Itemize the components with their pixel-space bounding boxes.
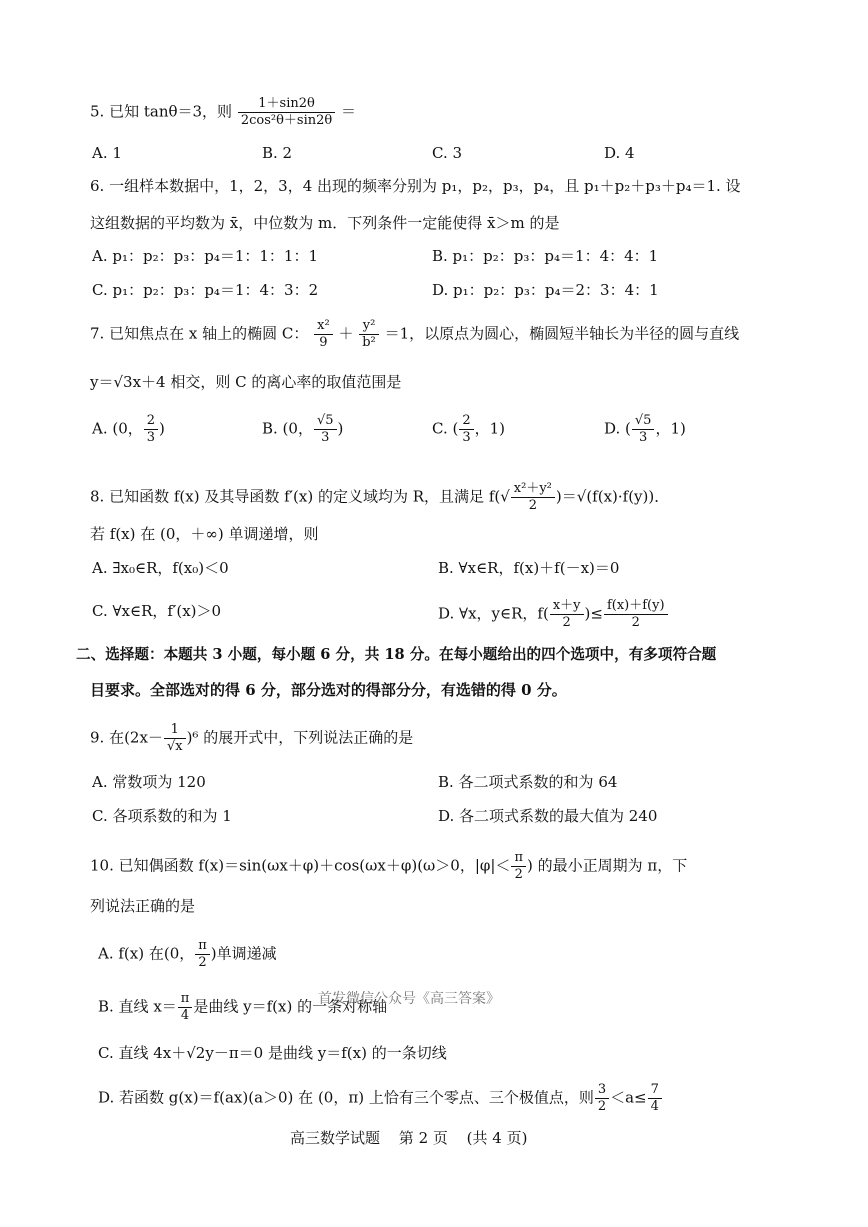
q7-option-b-num: √5	[314, 413, 337, 430]
q10-option-d-den2: 4	[650, 1099, 659, 1114]
section2-line2: 目要求。全部选对的得 6 分，部分选对的得部分分，有选错的得 0 分。	[90, 681, 567, 699]
q7-frac-x-num: x²	[314, 318, 333, 335]
q7-option-d-post: ，1)	[655, 419, 686, 438]
q8-option-c: C. ∀x∈R，f′(x)＞0	[92, 602, 222, 620]
q7-frac-x	[314, 318, 333, 351]
q7-option-d-den: 3	[639, 430, 648, 445]
footer-total: (共 4 页)	[466, 1129, 528, 1147]
q7-option-c-num: 2	[459, 413, 473, 430]
q5-stem-pre: 5. 已知 tanθ＝3，则	[90, 102, 233, 121]
q7-option-d-num: √5	[632, 413, 655, 430]
q7-frac-y	[359, 318, 379, 351]
q9-stem-post: )⁶ 的展开式中，下列说法正确的是	[186, 728, 414, 747]
q10-option-b-num: π	[178, 991, 193, 1008]
q5-frac-den: 2cos²θ＋sin2θ	[240, 113, 333, 128]
q7-option-b	[262, 413, 343, 446]
q7-option-d	[604, 413, 686, 446]
q6-line1: 6. 一组样本数据中，1，2，3，4 出现的频率分别为 p₁，p₂，p₃，p₄，且 p₁＋p₂＋p₃＋p₄＝1. 设	[90, 177, 741, 195]
q10-option-d	[98, 1082, 663, 1115]
watermark: 首发微信公众号《高三答案》	[318, 991, 500, 1007]
q8-line1-den: 2	[528, 498, 537, 513]
q7-option-a	[92, 413, 165, 446]
q7-line1-post: ＝1，以原点为圆心，椭圆短半轴长为半径的圆与直线	[384, 324, 740, 343]
q10-option-d-num2: 7	[648, 1082, 662, 1099]
q6-option-a: A. p₁：p₂：p₃：p₄＝1：1：1：1	[92, 247, 319, 265]
q10-option-a-num: π	[195, 938, 210, 955]
q10-option-b-pre: B. 直线 x＝	[98, 997, 177, 1016]
q8-option-a: A. ∃x₀∈R，f(x₀)＜0	[92, 559, 229, 577]
q7-option-b-pre: B. (0，	[262, 419, 313, 438]
q10-option-d-frac1	[595, 1082, 609, 1115]
q8-option-d-frac2	[604, 598, 668, 631]
q10-line1-den: 2	[514, 867, 523, 882]
q10-option-d-den1: 2	[597, 1099, 607, 1114]
q9-stem-pre: 9. 在(2x－	[90, 728, 163, 747]
q5-fraction	[238, 96, 335, 129]
q10-line2: 列说法正确的是	[90, 897, 196, 915]
q9-frac-den: √x	[166, 739, 183, 754]
q7-option-b-post: )	[337, 419, 344, 438]
q8-option-d-den2: 2	[631, 615, 640, 630]
footer-page: 第 2 页	[398, 1129, 448, 1147]
q7-frac-y-den: b²	[362, 335, 376, 350]
q10-option-a-frac	[195, 938, 210, 971]
q10-option-d-num1: 3	[595, 1082, 609, 1099]
q7-frac-y-num: y²	[359, 318, 379, 335]
q10-line1-post: ) 的最小正周期为 π，下	[526, 856, 688, 875]
q6-line2: 这组数据的平均数为 x̄，中位数为 m．下列条件一定能使得 x̄＞m 的是	[90, 214, 560, 232]
q8-line2: 若 f(x) 在 (0，＋∞) 单调递增，则	[90, 525, 319, 543]
q10-line1-frac	[511, 850, 526, 883]
q10-option-a-post: )单调递减	[210, 944, 277, 963]
q8-option-d-frac1	[550, 598, 584, 631]
q5-option-a: A. 1	[92, 144, 122, 162]
q10-option-b-den: 4	[180, 1008, 190, 1023]
q8-option-d-den1: 2	[562, 615, 571, 630]
q9-option-d: D. 各二项式系数的最大值为 240	[438, 807, 658, 825]
q7-option-c-den: 3	[462, 430, 471, 445]
q8-option-d-num1: x＋y	[550, 598, 584, 615]
q7-line2: y＝√3x＋4 相交，则 C 的离心率的取值范围是	[90, 373, 402, 391]
q10-option-d-mid: ＜a≤	[610, 1088, 647, 1107]
q10-option-a	[98, 938, 277, 971]
section2-line1: 二、选择题：本题共 3 小题，每小题 6 分，共 18 分。在每小题给出的四个选项中，有多项符合题	[76, 646, 717, 663]
q9-option-c: C. 各项系数的和为 1	[92, 807, 232, 825]
q6-option-b: B. p₁：p₂：p₃：p₄＝1：4：4：1	[432, 247, 659, 265]
q7-frac-x-den: 9	[319, 335, 328, 350]
q7-option-b-frac	[314, 413, 337, 446]
q10-option-d-frac2	[648, 1082, 662, 1115]
q8-option-d-pre: D. ∀x，y∈R，f(	[438, 604, 549, 623]
q7-option-a-post: )	[159, 419, 165, 438]
q7-option-d-pre: D. (	[604, 419, 631, 438]
q8-line1-frac	[511, 481, 555, 514]
q9-option-a: A. 常数项为 120	[92, 773, 206, 791]
q8-line1-num: x²＋y²	[511, 481, 555, 498]
q5-option-b: B. 2	[262, 144, 293, 162]
q7-option-c	[432, 413, 505, 446]
q8-option-d-num2: f(x)＋f(y)	[604, 598, 668, 615]
q7-option-a-den: 3	[146, 430, 156, 445]
q5-frac-num: 1＋sin2θ	[238, 96, 335, 113]
q8-line1-pre: 8. 已知函数 f(x) 及其导函数 f′(x) 的定义域均为 R，且满足 f(√	[90, 487, 510, 506]
q7-option-a-num: 2	[144, 413, 158, 430]
q7-option-a-pre: A. (0，	[92, 419, 143, 438]
q10-line1-pre: 10. 已知偶函数 f(x)＝sin(ωx＋φ)＋cos(ωx＋φ)(ω＞0，|φ|＜	[90, 856, 511, 875]
q8-option-d	[438, 598, 669, 631]
page-footer	[290, 1127, 541, 1148]
q7-option-c-post: ，1)	[474, 419, 506, 438]
q8-line1	[90, 481, 669, 514]
q10-line1-num: π	[511, 850, 526, 867]
q5-option-c: C. 3	[432, 144, 463, 162]
q6-option-d: D. p₁：p₂：p₃：p₄＝2：3：4：1	[432, 281, 659, 299]
q9-stem	[90, 722, 413, 755]
q7-option-c-frac	[459, 413, 473, 446]
q5-stem-post: ＝	[341, 102, 357, 121]
q7-line1	[90, 318, 739, 351]
q7-option-c-pre: C. (	[432, 419, 459, 438]
q5-stem	[90, 96, 356, 129]
q7-option-b-den: 3	[321, 430, 330, 445]
footer-title: 高三数学试题	[290, 1129, 381, 1147]
q8-line1-post: )＝√(f(x)·f(y))．	[555, 487, 670, 506]
q10-option-b-post: 是曲线 y＝f(x) 的一条对称轴	[193, 997, 388, 1016]
q10-option-a-pre: A. f(x) 在(0，	[98, 944, 195, 963]
q6-option-c: C. p₁：p₂：p₃：p₄＝1：4：3：2	[92, 281, 319, 299]
q10-option-b-frac	[178, 991, 193, 1024]
q10-option-d-pre: D. 若函数 g(x)＝f(ax)(a＞0) 在 (0，π) 上恰有三个零点、三个极值点，则	[98, 1088, 594, 1107]
q10-option-c: C. 直线 4x＋√2y－π＝0 是曲线 y＝f(x) 的一条切线	[98, 1044, 447, 1062]
q8-option-b: B. ∀x∈R，f(x)＋f(－x)＝0	[438, 559, 620, 577]
q9-option-b: B. 各二项式系数的和为 64	[438, 773, 618, 791]
q5-option-d: D. 4	[604, 144, 635, 162]
q10-option-a-den: 2	[198, 955, 207, 970]
q9-frac	[164, 722, 186, 755]
q7-option-d-frac	[632, 413, 655, 446]
q10-line1	[90, 850, 687, 883]
q7-plus: ＋	[338, 324, 354, 343]
q9-frac-num: 1	[164, 722, 186, 739]
q7-line1-pre: 7. 已知焦点在 x 轴上的椭圆 C：	[90, 324, 309, 343]
q7-option-a-frac	[144, 413, 158, 446]
q8-option-d-mid: )≤	[584, 604, 603, 623]
